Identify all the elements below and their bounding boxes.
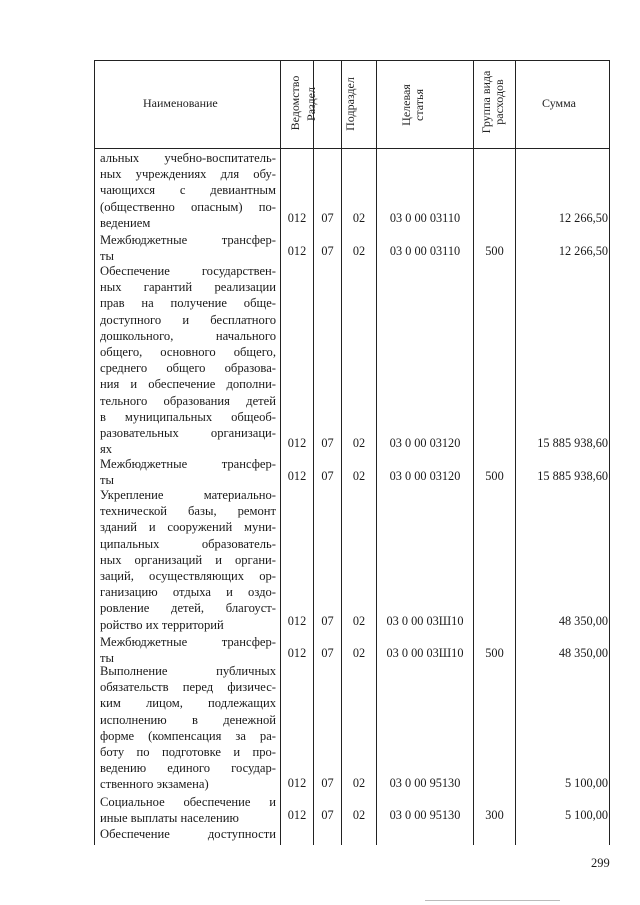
name-line: среднего общего образова- — [100, 361, 276, 376]
name-line: ким лицом, подлежащих — [100, 696, 276, 711]
header-bottom-border — [94, 148, 609, 149]
cell-celevaya: 03 0 00 03110 — [389, 244, 461, 258]
name-line: ты — [100, 651, 114, 666]
column-border — [313, 60, 314, 845]
cell-summa: 5 100,00 — [564, 808, 608, 822]
header-name: Наименование — [143, 96, 218, 110]
name-line: Обеспечение доступности — [100, 827, 276, 841]
name-line: дошкольного, начального — [100, 328, 276, 343]
row-name — [100, 634, 276, 666]
name-line: Социальное обеспечение и — [100, 795, 276, 809]
table-top-border — [94, 60, 609, 61]
name-line: заций, осуществляющих ор- — [100, 569, 276, 584]
row-name — [100, 232, 276, 264]
name-line: ственного экзамена) — [100, 777, 209, 792]
cell-razdel: 07 — [321, 244, 334, 258]
name-line: ройство их территорий — [100, 617, 224, 632]
name-line: (общественно опасным) по- — [100, 199, 276, 214]
cell-vedomstvo: 012 — [287, 244, 307, 258]
cell-summa: 15 885 938,60 — [537, 469, 608, 483]
name-line: технической базы, ремонт — [100, 504, 276, 519]
cell-gruppa: 500 — [485, 244, 504, 258]
cell-summa: 5 100,00 — [564, 776, 608, 790]
header-celevaya-line1: Целевая — [399, 84, 413, 126]
cell-celevaya: 03 0 00 03120 — [389, 469, 461, 483]
cell-vedomstvo: 012 — [287, 776, 307, 790]
name-line: ты — [100, 473, 114, 488]
cell-celevaya: 03 0 00 03120 — [389, 436, 461, 450]
cell-celevaya: 03 0 00 03Ш10 — [386, 646, 464, 660]
name-line: Укрепление материально- — [100, 488, 276, 502]
name-line: ях — [100, 442, 113, 457]
cell-podrazdel: 02 — [352, 808, 366, 822]
cell-razdel: 07 — [321, 469, 334, 483]
cell-podrazdel: 02 — [352, 469, 366, 483]
name-line: боту по подготовке и про- — [100, 745, 276, 760]
cell-celevaya: 03 0 00 03110 — [389, 211, 461, 225]
cell-razdel: 07 — [321, 614, 334, 628]
column-border — [280, 60, 281, 845]
name-line: прав на получение обще- — [100, 296, 276, 311]
row-name — [100, 263, 276, 457]
name-line: ганизацию отдыха и оздо- — [100, 585, 276, 600]
cell-summa: 12 266,50 — [558, 211, 608, 225]
name-line: иные выплаты населению — [100, 811, 239, 826]
cell-razdel: 07 — [321, 646, 334, 660]
name-line: в муниципальных общеоб- — [100, 409, 276, 424]
cell-podrazdel: 02 — [352, 211, 366, 225]
column-border — [341, 60, 342, 845]
row-name — [100, 487, 276, 633]
column-border — [609, 60, 610, 845]
column-border — [473, 60, 474, 845]
name-line: ных гарантий реализации — [100, 280, 276, 295]
name-line: Межбюджетные трансфер- — [100, 635, 276, 649]
cell-summa: 15 885 938,60 — [537, 436, 608, 450]
page-number: 299 — [591, 856, 610, 870]
header-gruppa-vida-rashodov — [480, 59, 508, 145]
column-border — [515, 60, 516, 845]
cell-podrazdel: 02 — [352, 244, 366, 258]
name-line: ведению единого государ- — [100, 761, 276, 776]
row-name — [100, 456, 276, 488]
cell-gruppa: 500 — [485, 469, 504, 483]
row-name — [100, 826, 276, 842]
cell-celevaya: 03 0 00 03Ш10 — [386, 614, 464, 628]
cell-podrazdel: 02 — [352, 436, 366, 450]
header-gruppa-line1: Группа вида — [479, 70, 493, 134]
name-line: зданий и сооружений муни- — [100, 520, 276, 535]
cell-podrazdel: 02 — [352, 646, 366, 660]
cell-vedomstvo: 012 — [287, 436, 307, 450]
scan-edge-line — [425, 900, 560, 901]
cell-celevaya: 03 0 00 95130 — [389, 808, 461, 822]
name-line: общего, основного общего, — [100, 345, 276, 360]
name-line: обязательств перед физичес- — [100, 680, 276, 695]
column-border — [376, 60, 377, 845]
cell-summa: 48 350,00 — [558, 614, 608, 628]
cell-podrazdel: 02 — [352, 776, 366, 790]
cell-razdel: 07 — [321, 808, 334, 822]
name-line: альных учебно-воспитатель- — [100, 151, 276, 165]
row-name — [100, 663, 276, 793]
header-celevaya-line2: статья — [412, 89, 426, 121]
cell-gruppa: 500 — [485, 646, 504, 660]
name-line: ных организаций и органи- — [100, 552, 276, 567]
cell-razdel: 07 — [321, 776, 334, 790]
name-line: ных учреждениях для обу- — [100, 167, 276, 182]
cell-summa: 12 266,50 — [558, 244, 608, 258]
cell-vedomstvo: 012 — [287, 614, 307, 628]
name-line: ровление детей, благоуст- — [100, 601, 276, 616]
cell-vedomstvo: 012 — [287, 469, 307, 483]
name-line: ния и обеспечение дополни- — [100, 377, 276, 392]
header-razdel: Раздел — [304, 87, 318, 121]
cell-vedomstvo: 012 — [287, 646, 307, 660]
name-line: доступного и бесплатного — [100, 312, 276, 327]
header-gruppa-line2: расходов — [492, 79, 506, 125]
name-line: чающихся с девиантным — [100, 183, 276, 198]
name-line: разовательных организаци- — [100, 426, 276, 441]
row-name — [100, 794, 276, 826]
name-line: тельного образования детей — [100, 393, 276, 408]
header-summa: Сумма — [542, 96, 576, 110]
name-line: Межбюджетные трансфер- — [100, 233, 276, 247]
header-celevaya-statya — [400, 65, 428, 145]
header-vedomstvo: Ведомство — [288, 75, 302, 131]
column-border — [94, 60, 95, 845]
cell-gruppa: 300 — [485, 808, 504, 822]
cell-celevaya: 03 0 00 95130 — [389, 776, 461, 790]
row-name — [100, 150, 276, 231]
cell-razdel: 07 — [321, 436, 334, 450]
name-line: Обеспечение государствен- — [100, 264, 276, 278]
name-line: форме (компенсация за ра- — [100, 728, 276, 743]
name-line: исполнению в денежной — [100, 712, 276, 727]
cell-summa: 48 350,00 — [558, 646, 608, 660]
name-line: ципальных образователь- — [100, 536, 276, 551]
cell-podrazdel: 02 — [352, 614, 366, 628]
name-line: Выполнение публичных — [100, 664, 276, 678]
header-podrazdel: Подраздел — [343, 77, 357, 131]
name-line: ведением — [100, 215, 151, 230]
cell-vedomstvo: 012 — [287, 808, 307, 822]
name-line: ты — [100, 249, 114, 264]
name-line: Межбюджетные трансфер- — [100, 457, 276, 471]
cell-razdel: 07 — [321, 211, 334, 225]
cell-vedomstvo: 012 — [287, 211, 307, 225]
